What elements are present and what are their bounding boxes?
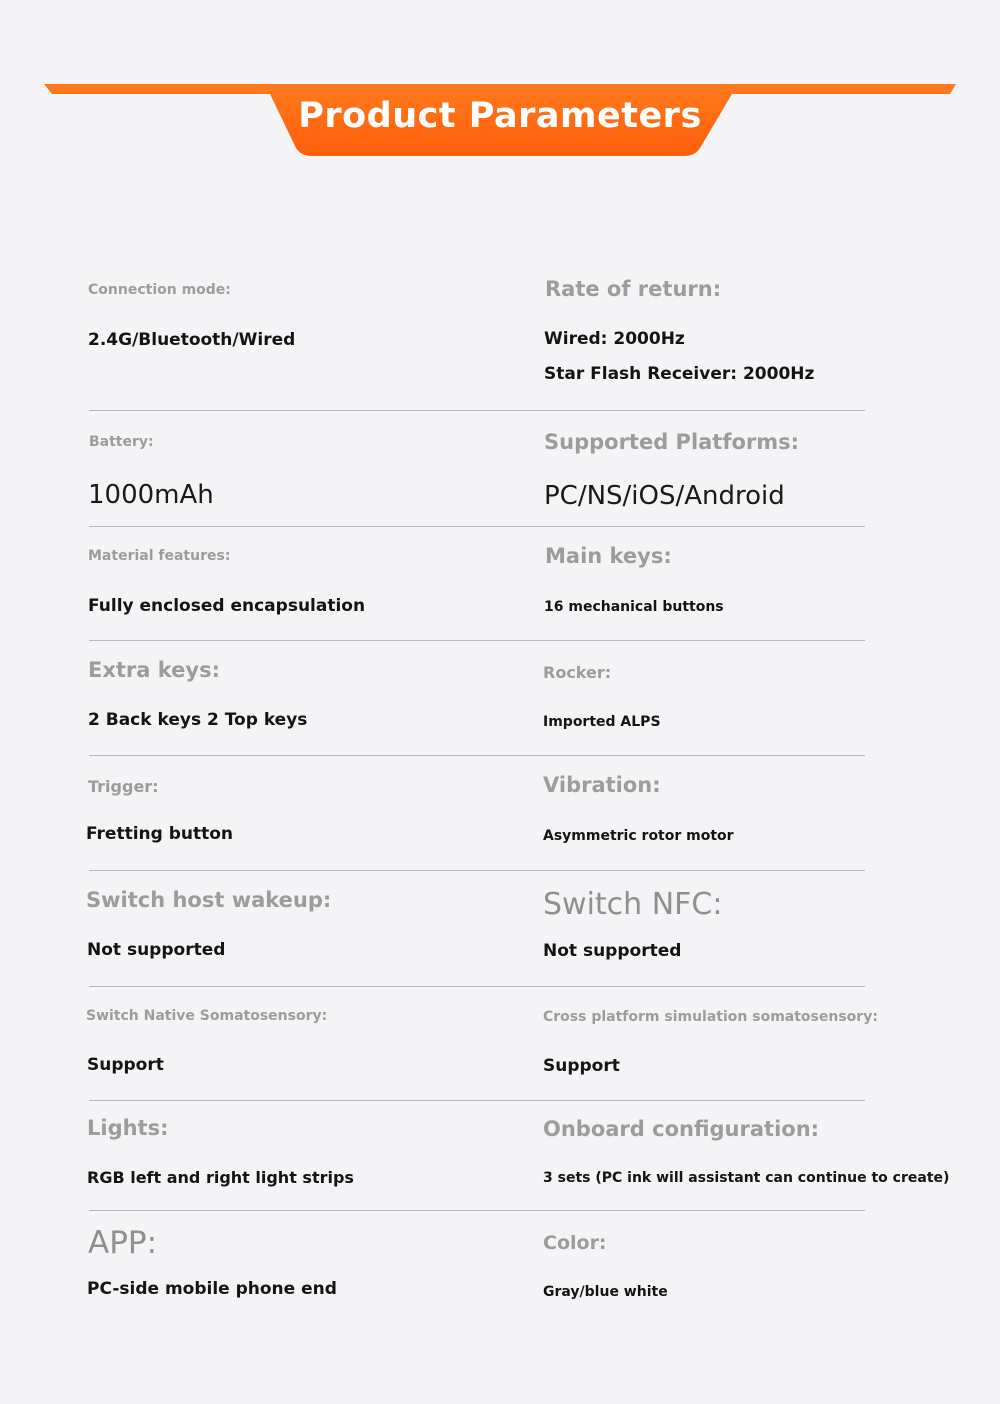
divider xyxy=(89,1210,865,1211)
onboard-configuration-value: 3 sets (PC ink will assistant can continue to create) xyxy=(543,1170,950,1186)
divider xyxy=(89,755,865,756)
cross-platform-somatosensory-label: Cross platform simulation somatosensory: xyxy=(543,1009,878,1025)
divider xyxy=(89,986,865,987)
extra-keys-value: 2 Back keys 2 Top keys xyxy=(88,710,308,730)
switch-native-somatosensory-value: Support xyxy=(87,1055,164,1075)
divider xyxy=(89,410,865,411)
connection-mode-value: 2.4G/Bluetooth/Wired xyxy=(88,330,296,350)
connection-mode-label: Connection mode: xyxy=(88,282,231,298)
battery-label: Battery: xyxy=(89,434,154,450)
material-features-label: Material features: xyxy=(88,548,231,564)
vibration-value: Asymmetric rotor motor xyxy=(543,828,734,844)
rate-of-return-label: Rate of return: xyxy=(545,277,722,301)
divider xyxy=(89,640,865,641)
switch-native-somatosensory-label: Switch Native Somatosensory: xyxy=(86,1008,328,1024)
trigger-value: Fretting button xyxy=(86,824,234,844)
vibration-label: Vibration: xyxy=(543,773,661,797)
divider xyxy=(89,1100,865,1101)
lights-value: RGB left and right light strips xyxy=(87,1168,354,1187)
page-title: Product Parameters xyxy=(298,96,702,136)
trigger-label: Trigger: xyxy=(88,777,159,796)
color-value: Gray/blue white xyxy=(543,1284,668,1300)
material-features-value: Fully enclosed encapsulation xyxy=(88,596,366,616)
supported-platforms-label: Supported Platforms: xyxy=(544,430,800,454)
switch-host-wakeup-value: Not supported xyxy=(87,940,226,960)
color-label: Color: xyxy=(543,1232,607,1254)
app-label: APP: xyxy=(88,1225,158,1261)
app-value: PC-side mobile phone end xyxy=(87,1279,337,1299)
lights-label: Lights: xyxy=(87,1116,169,1140)
switch-nfc-value: Not supported xyxy=(543,941,682,961)
divider xyxy=(89,870,865,871)
main-keys-value: 16 mechanical buttons xyxy=(544,599,724,615)
switch-nfc-label: Switch NFC: xyxy=(543,887,723,922)
main-keys-label: Main keys: xyxy=(545,544,672,568)
supported-platforms-value: PC/NS/iOS/Android xyxy=(544,481,785,511)
cross-platform-somatosensory-value: Support xyxy=(543,1056,620,1076)
rate-of-return-value-wired: Wired: 2000Hz xyxy=(544,329,685,349)
rocker-value: Imported ALPS xyxy=(543,714,661,730)
divider xyxy=(89,526,865,527)
extra-keys-label: Extra keys: xyxy=(88,658,220,682)
rocker-label: Rocker: xyxy=(543,663,612,682)
rate-of-return-value-receiver: Star Flash Receiver: 2000Hz xyxy=(544,364,815,384)
onboard-configuration-label: Onboard configuration: xyxy=(543,1117,820,1141)
switch-host-wakeup-label: Switch host wakeup: xyxy=(86,888,332,912)
battery-value: 1000mAh xyxy=(88,480,214,510)
